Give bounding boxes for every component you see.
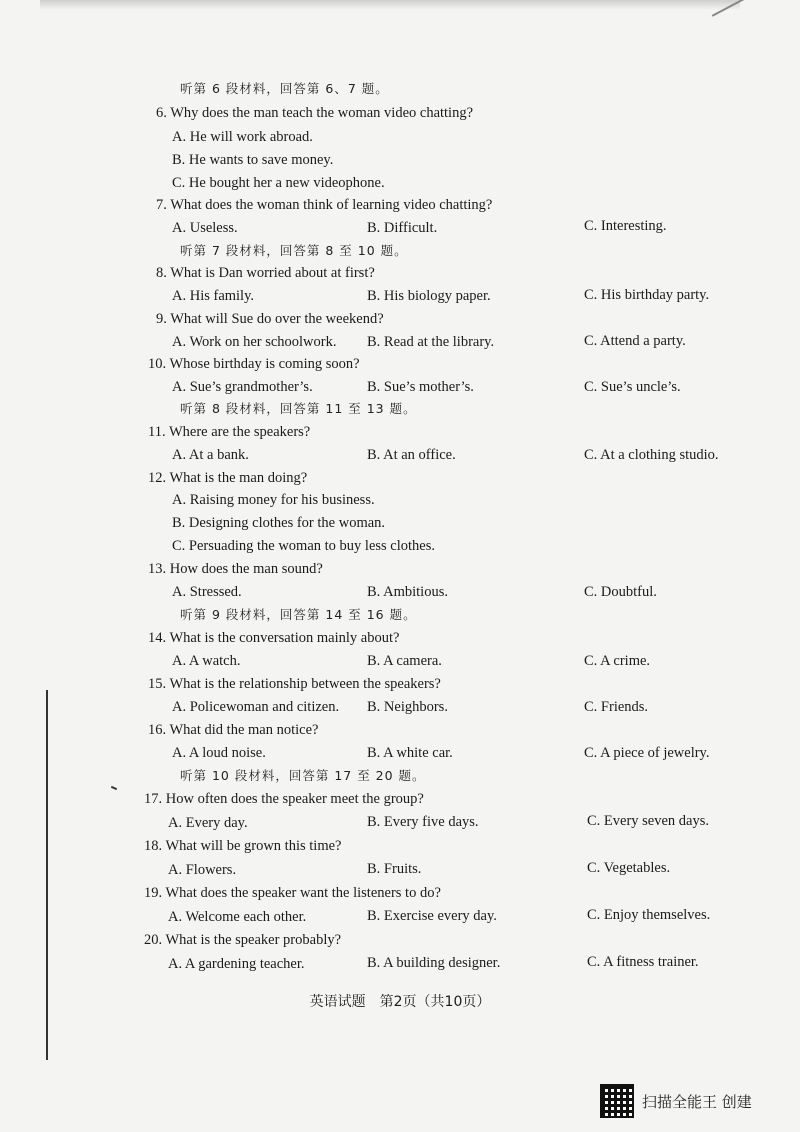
option-17b: B. Every five days. (367, 814, 479, 830)
option-19c: C. Enjoy themselves. (587, 907, 711, 923)
option-7a: A. Useless. (172, 220, 238, 236)
question-12: 12. What is the man doing? (148, 470, 308, 486)
question-14: 14. What is the conversation mainly about? (148, 630, 400, 646)
option-12b: B. Designing clothes for the woman. (172, 515, 386, 531)
option-6b: B. He wants to save money. (172, 152, 334, 168)
option-8a: A. His family. (172, 288, 255, 304)
option-16c: C. A piece of jewelry. (584, 745, 710, 761)
option-13b: B. Ambitious. (367, 584, 448, 600)
option-19b: B. Exercise every day. (367, 908, 497, 924)
question-16: 16. What did the man notice? (148, 722, 319, 738)
option-8c: C. His birthday party. (584, 287, 710, 303)
option-12c: C. Persuading the woman to buy less clothes. (172, 538, 435, 554)
question-13: 13. How does the man sound? (148, 561, 323, 577)
option-14a: A. A watch. (172, 653, 241, 669)
question-7: 7. What does the woman think of learning video chatting? (156, 197, 493, 213)
option-20c: C. A fitness trainer. (587, 954, 699, 970)
option-10a: A. Sue’s grandmother’s. (172, 379, 313, 395)
option-6a: A. He will work abroad. (172, 129, 313, 145)
option-17c: C. Every seven days. (587, 813, 710, 829)
question-15: 15. What is the relationship between the speakers? (148, 676, 441, 692)
scan-top-edge (40, 0, 740, 10)
option-9a: A. Work on her schoolwork. (172, 334, 337, 350)
question-10: 10. Whose birthday is coming soon? (148, 356, 360, 372)
question-20: 20. What is the speaker probably? (144, 932, 342, 948)
option-16b: B. A white car. (367, 745, 453, 761)
option-15c: C. Friends. (584, 699, 649, 715)
option-13c: C. Doubtful. (584, 584, 657, 600)
option-7b: B. Difficult. (367, 220, 438, 236)
option-11a: A. At a bank. (172, 447, 249, 463)
option-15a: A. Policewoman and citizen. (172, 699, 340, 715)
stray-mark (111, 786, 117, 790)
option-18c: C. Vegetables. (587, 860, 671, 876)
option-11c: C. At a clothing studio. (584, 447, 719, 463)
section-heading-10: 听第 10 段材料，回答第 17 至 20 题。 (180, 768, 426, 783)
option-16a: A. A loud noise. (172, 745, 266, 761)
question-6: 6. Why does the man teach the woman video chatting? (156, 105, 474, 121)
question-8: 8. What is Dan worried about at first? (156, 265, 375, 281)
option-14c: C. A crime. (584, 653, 651, 669)
option-20a: A. A gardening teacher. (168, 956, 305, 972)
option-14b: B. A camera. (367, 653, 442, 669)
option-6c: C. He bought her a new videophone. (172, 175, 385, 191)
question-18: 18. What will be grown this time? (144, 838, 342, 854)
page-footer: 英语试题 第2页（共10页） (309, 994, 491, 1010)
option-18a: A. Flowers. (168, 862, 237, 878)
option-10c: C. Sue’s uncle’s. (584, 379, 681, 395)
option-18b: B. Fruits. (367, 861, 422, 877)
option-17a: A. Every day. (168, 815, 248, 831)
qr-code-icon (600, 1084, 634, 1118)
question-19: 19. What does the speaker want the listeners to do? (144, 885, 441, 901)
option-10b: B. Sue’s mother’s. (367, 379, 474, 395)
scanner-watermark (600, 1084, 752, 1118)
section-heading-6: 听第 6 段材料，回答第 6、7 题。 (180, 81, 389, 96)
option-15b: B. Neighbors. (367, 699, 448, 715)
option-11b: B. At an office. (367, 447, 456, 463)
section-heading-7: 听第 7 段材料，回答第 8 至 10 题。 (180, 243, 408, 258)
question-11: 11. Where are the speakers? (148, 424, 311, 440)
option-12a: A. Raising money for his business. (172, 492, 375, 508)
option-19a: A. Welcome each other. (168, 909, 307, 925)
option-8b: B. His biology paper. (367, 288, 491, 304)
section-heading-9: 听第 9 段材料，回答第 14 至 16 题。 (180, 607, 417, 622)
scanner-label: 扫描全能王 创建 (642, 1092, 752, 1111)
question-17: 17. How often does the speaker meet the group? (144, 791, 424, 807)
option-9b: B. Read at the library. (367, 334, 495, 350)
option-7c: C. Interesting. (584, 218, 667, 234)
option-20b: B. A building designer. (367, 955, 501, 971)
question-9: 9. What will Sue do over the weekend? (156, 311, 384, 327)
option-9c: C. Attend a party. (584, 333, 686, 349)
option-13a: A. Stressed. (172, 584, 242, 600)
section-heading-8: 听第 8 段材料，回答第 11 至 13 题。 (180, 401, 417, 416)
